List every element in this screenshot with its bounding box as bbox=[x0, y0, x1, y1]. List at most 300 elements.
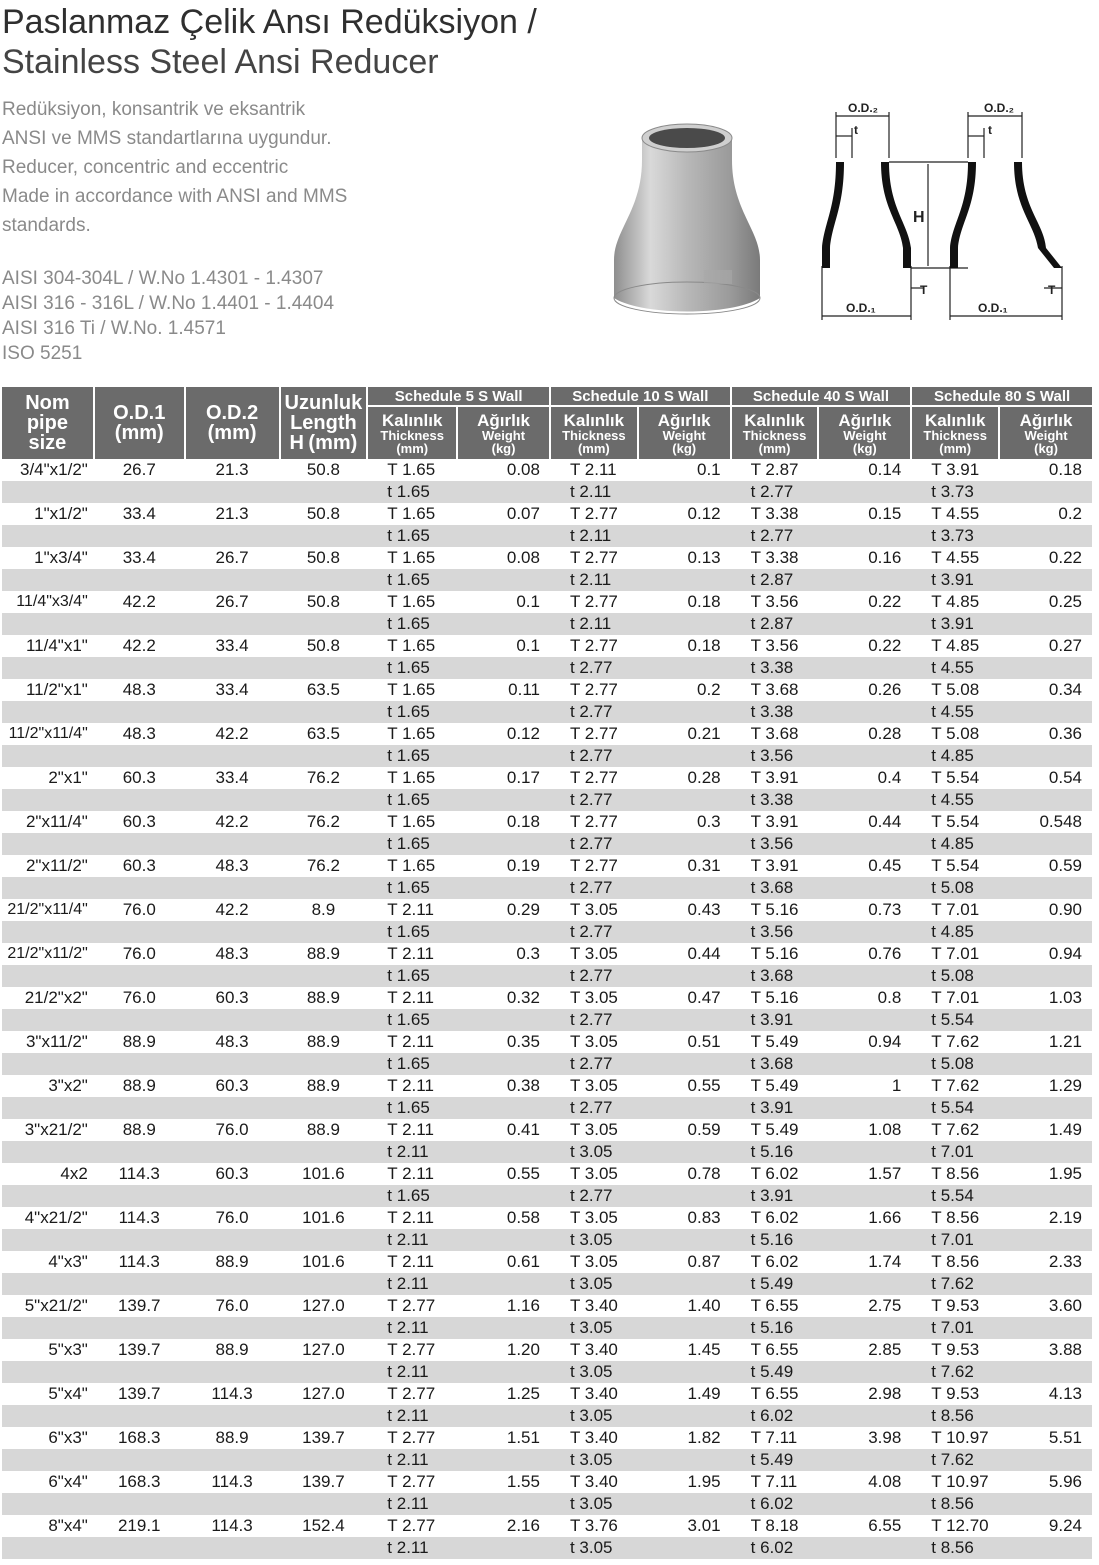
thickness-t-cell: t 3.05 bbox=[550, 1229, 638, 1251]
schedule-80s-header: Schedule 80 S Wall bbox=[911, 387, 1092, 406]
empty-cell bbox=[999, 1097, 1092, 1119]
thickness-t-cell: t 3.05 bbox=[550, 1273, 638, 1295]
empty-cell bbox=[280, 1273, 368, 1295]
table-row bbox=[2, 1405, 1092, 1427]
thickness-t-cell: t 4.85 bbox=[911, 833, 999, 855]
thickness-T-cell: T 2.77 bbox=[367, 1427, 457, 1449]
schedule-10s-header: Schedule 10 S Wall bbox=[550, 387, 731, 406]
description-line: Made in accordance with ANSI and MMS bbox=[2, 186, 348, 207]
empty-cell bbox=[94, 1405, 185, 1427]
weight-cell: 0.22 bbox=[818, 635, 911, 657]
thickness-t-cell: t 4.85 bbox=[911, 745, 999, 767]
od1-cell: 88.9 bbox=[94, 1119, 185, 1141]
empty-cell bbox=[638, 1097, 731, 1119]
t-big-label: T bbox=[1048, 283, 1056, 297]
length-cell: 101.6 bbox=[280, 1163, 368, 1185]
thickness-t-cell: t 8.56 bbox=[911, 1537, 999, 1559]
weight-cell: 0.54 bbox=[999, 767, 1092, 789]
empty-cell bbox=[280, 965, 368, 987]
weight-cell: 3.88 bbox=[999, 1339, 1092, 1361]
weight-cell: 1.49 bbox=[638, 1383, 731, 1405]
weight-cell: 0.22 bbox=[818, 591, 911, 613]
empty-cell bbox=[818, 1449, 911, 1471]
nom-size-cell: 5"x21/2" bbox=[2, 1295, 94, 1317]
od1-cell: 114.3 bbox=[94, 1163, 185, 1185]
od2-cell: 21.3 bbox=[185, 459, 280, 481]
empty-cell bbox=[2, 965, 94, 987]
weight-cell: 0.22 bbox=[999, 547, 1092, 569]
weight-cell: 0.21 bbox=[638, 723, 731, 745]
table-row bbox=[2, 1251, 1092, 1273]
length-cell: 88.9 bbox=[280, 1031, 368, 1053]
nom-size-cell: 21/2"x11/2" bbox=[2, 943, 94, 965]
empty-cell bbox=[185, 1405, 280, 1427]
empty-cell bbox=[94, 1009, 185, 1031]
table-row bbox=[2, 811, 1092, 833]
weight-cell: 0.27 bbox=[999, 635, 1092, 657]
empty-cell bbox=[999, 1537, 1092, 1559]
table-row bbox=[2, 921, 1092, 943]
weight-cell: 1.08 bbox=[818, 1119, 911, 1141]
thickness-t-cell: t 2.11 bbox=[367, 1141, 457, 1163]
length-cell: 8.9 bbox=[280, 899, 368, 921]
empty-cell bbox=[818, 789, 911, 811]
empty-cell bbox=[185, 525, 280, 547]
empty-cell bbox=[94, 569, 185, 591]
empty-cell bbox=[185, 1229, 280, 1251]
empty-cell bbox=[818, 833, 911, 855]
weight-header: Ağırlık Weight (kg) bbox=[457, 406, 550, 459]
weight-cell: 0.8 bbox=[818, 987, 911, 1009]
weight-cell: 0.11 bbox=[457, 679, 550, 701]
empty-cell bbox=[999, 745, 1092, 767]
empty-cell bbox=[94, 525, 185, 547]
thickness-t-cell: t 1.65 bbox=[367, 657, 457, 679]
thickness-T-cell: T 2.11 bbox=[367, 1163, 457, 1185]
thickness-t-cell: t 3.56 bbox=[731, 833, 819, 855]
length-cell: 101.6 bbox=[280, 1251, 368, 1273]
empty-cell bbox=[2, 1449, 94, 1471]
od1-cell: 168.3 bbox=[94, 1427, 185, 1449]
empty-cell bbox=[457, 1361, 550, 1383]
thickness-T-cell: T 5.54 bbox=[911, 855, 999, 877]
thickness-T-cell: T 7.01 bbox=[911, 987, 999, 1009]
weight-cell: 0.59 bbox=[638, 1119, 731, 1141]
empty-cell bbox=[638, 921, 731, 943]
thickness-T-cell: T 8.56 bbox=[911, 1207, 999, 1229]
thickness-t-cell: t 4.55 bbox=[911, 657, 999, 679]
empty-cell bbox=[638, 1449, 731, 1471]
empty-cell bbox=[638, 701, 731, 723]
weight-cell: 5.51 bbox=[999, 1427, 1092, 1449]
empty-cell bbox=[280, 1053, 368, 1075]
empty-cell bbox=[457, 1141, 550, 1163]
thickness-t-cell: t 5.49 bbox=[731, 1449, 819, 1471]
thickness-t-cell: t 3.91 bbox=[731, 1097, 819, 1119]
thickness-t-cell: t 1.65 bbox=[367, 921, 457, 943]
table-row bbox=[2, 1031, 1092, 1053]
thickness-t-cell: t 2.77 bbox=[550, 1185, 638, 1207]
thickness-t-cell: t 3.91 bbox=[731, 1009, 819, 1031]
weight-cell: 0.28 bbox=[638, 767, 731, 789]
thickness-t-cell: t 3.73 bbox=[911, 525, 999, 547]
empty-cell bbox=[94, 745, 185, 767]
od2-cell: 26.7 bbox=[185, 547, 280, 569]
table-row bbox=[2, 525, 1092, 547]
table-row bbox=[2, 1317, 1092, 1339]
weight-cell: 0.1 bbox=[638, 459, 731, 481]
thickness-t-cell: t 3.38 bbox=[731, 789, 819, 811]
empty-cell bbox=[94, 1493, 185, 1515]
weight-cell: 3.01 bbox=[638, 1515, 731, 1537]
thickness-t-cell: t 3.05 bbox=[550, 1361, 638, 1383]
thickness-t-cell: t 5.49 bbox=[731, 1273, 819, 1295]
thickness-T-cell: T 3.40 bbox=[550, 1295, 638, 1317]
od2-cell: 76.0 bbox=[185, 1207, 280, 1229]
thickness-T-cell: T 2.11 bbox=[367, 1031, 457, 1053]
thickness-T-cell: T 7.11 bbox=[731, 1471, 819, 1493]
thickness-t-cell: t 2.77 bbox=[550, 1009, 638, 1031]
empty-cell bbox=[280, 877, 368, 899]
empty-cell bbox=[999, 1405, 1092, 1427]
weight-cell: 0.07 bbox=[457, 503, 550, 525]
weight-cell: 1 bbox=[818, 1075, 911, 1097]
thickness-T-cell: T 7.01 bbox=[911, 943, 999, 965]
weight-cell: 2.33 bbox=[999, 1251, 1092, 1273]
od1-cell: 33.4 bbox=[94, 547, 185, 569]
thickness-t-cell: t 1.65 bbox=[367, 613, 457, 635]
thickness-t-cell: t 5.16 bbox=[731, 1141, 819, 1163]
empty-cell bbox=[2, 1097, 94, 1119]
thickness-t-cell: t 1.65 bbox=[367, 833, 457, 855]
schedule-5s-header: Schedule 5 S Wall bbox=[367, 387, 550, 406]
thickness-T-cell: T 2.77 bbox=[367, 1383, 457, 1405]
weight-cell: 1.57 bbox=[818, 1163, 911, 1185]
od2-header: O.D.2 (mm) bbox=[185, 387, 280, 459]
thickness-t-cell: t 1.65 bbox=[367, 1097, 457, 1119]
od1-cell: 76.0 bbox=[94, 987, 185, 1009]
weight-cell: 1.95 bbox=[999, 1163, 1092, 1185]
thickness-t-cell: t 5.16 bbox=[731, 1229, 819, 1251]
od2-cell: 42.2 bbox=[185, 811, 280, 833]
nom-size-cell: 21/2"x11/4" bbox=[2, 899, 94, 921]
description-line: ANSI ve MMS standartlarına uygundur. bbox=[2, 128, 332, 149]
weight-cell: 0.18 bbox=[457, 811, 550, 833]
empty-cell bbox=[457, 569, 550, 591]
length-cell: 139.7 bbox=[280, 1427, 368, 1449]
empty-cell bbox=[999, 481, 1092, 503]
thickness-t-cell: t 3.05 bbox=[550, 1317, 638, 1339]
length-cell: 76.2 bbox=[280, 811, 368, 833]
thickness-T-cell: T 6.55 bbox=[731, 1383, 819, 1405]
od2-cell: 76.0 bbox=[185, 1119, 280, 1141]
empty-cell bbox=[2, 1273, 94, 1295]
table-row bbox=[2, 459, 1092, 481]
thickness-T-cell: T 4.85 bbox=[911, 591, 999, 613]
t-small-label: t bbox=[854, 123, 858, 137]
empty-cell bbox=[280, 1097, 368, 1119]
thickness-t-cell: t 2.87 bbox=[731, 569, 819, 591]
empty-cell bbox=[818, 1493, 911, 1515]
thickness-t-cell: t 8.56 bbox=[911, 1493, 999, 1515]
weight-header: Ağırlık Weight (kg) bbox=[999, 406, 1092, 459]
thickness-t-cell: t 3.05 bbox=[550, 1493, 638, 1515]
empty-cell bbox=[94, 1449, 185, 1471]
weight-cell: 0.29 bbox=[457, 899, 550, 921]
nom-size-cell: 2"x11/2" bbox=[2, 855, 94, 877]
thickness-T-cell: T 6.02 bbox=[731, 1207, 819, 1229]
empty-cell bbox=[2, 833, 94, 855]
thickness-t-cell: t 3.56 bbox=[731, 745, 819, 767]
length-cell: 88.9 bbox=[280, 1119, 368, 1141]
empty-cell bbox=[280, 569, 368, 591]
empty-cell bbox=[638, 525, 731, 547]
t-big-label: T bbox=[920, 283, 928, 297]
grade-line: AISI 316 Ti / W.No. 1.4571 bbox=[2, 318, 226, 339]
thickness-T-cell: T 2.11 bbox=[367, 1207, 457, 1229]
empty-cell bbox=[280, 1009, 368, 1031]
table-row bbox=[2, 1053, 1092, 1075]
thickness-T-cell: T 1.65 bbox=[367, 635, 457, 657]
thickness-t-cell: t 2.87 bbox=[731, 613, 819, 635]
weight-cell: 0.3 bbox=[638, 811, 731, 833]
reducer-photo bbox=[612, 120, 762, 315]
thickness-t-cell: t 4.55 bbox=[911, 701, 999, 723]
od2-cell: 48.3 bbox=[185, 1031, 280, 1053]
nom-size-cell: 3"x11/2" bbox=[2, 1031, 94, 1053]
reducer-technical-drawing bbox=[816, 98, 1072, 330]
empty-cell bbox=[999, 701, 1092, 723]
thickness-T-cell: T 3.38 bbox=[731, 503, 819, 525]
grade-line: AISI 316 - 316L / W.No 1.4401 - 1.4404 bbox=[2, 293, 335, 314]
weight-cell: 4.08 bbox=[818, 1471, 911, 1493]
empty-cell bbox=[818, 1317, 911, 1339]
material-grades bbox=[2, 266, 334, 366]
weight-cell: 0.17 bbox=[457, 767, 550, 789]
empty-cell bbox=[999, 1493, 1092, 1515]
od1-cell: 88.9 bbox=[94, 1075, 185, 1097]
od2-cell: 88.9 bbox=[185, 1251, 280, 1273]
empty-cell bbox=[185, 1097, 280, 1119]
empty-cell bbox=[999, 1273, 1092, 1295]
weight-cell: 0.34 bbox=[999, 679, 1092, 701]
empty-cell bbox=[280, 613, 368, 635]
empty-cell bbox=[457, 1405, 550, 1427]
empty-cell bbox=[818, 569, 911, 591]
od1-cell: 139.7 bbox=[94, 1295, 185, 1317]
thickness-T-cell: T 3.91 bbox=[731, 811, 819, 833]
empty-cell bbox=[2, 1493, 94, 1515]
thickness-t-cell: t 1.65 bbox=[367, 965, 457, 987]
empty-cell bbox=[457, 1097, 550, 1119]
thickness-t-cell: t 7.01 bbox=[911, 1141, 999, 1163]
empty-cell bbox=[280, 1361, 368, 1383]
od1-cell: 219.1 bbox=[94, 1515, 185, 1537]
empty-cell bbox=[818, 525, 911, 547]
empty-cell bbox=[94, 1273, 185, 1295]
nom-size-cell: 4"x3" bbox=[2, 1251, 94, 1273]
empty-cell bbox=[999, 1009, 1092, 1031]
empty-cell bbox=[2, 1141, 94, 1163]
empty-cell bbox=[818, 1185, 911, 1207]
empty-cell bbox=[280, 789, 368, 811]
table-row bbox=[2, 723, 1092, 745]
empty-cell bbox=[457, 525, 550, 547]
thickness-t-cell: t 5.08 bbox=[911, 877, 999, 899]
thickness-T-cell: T 1.65 bbox=[367, 811, 457, 833]
weight-header: Ağırlık Weight (kg) bbox=[818, 406, 911, 459]
empty-cell bbox=[457, 745, 550, 767]
thickness-t-cell: t 2.77 bbox=[550, 833, 638, 855]
empty-cell bbox=[2, 1537, 94, 1559]
empty-cell bbox=[457, 833, 550, 855]
weight-cell: 2.19 bbox=[999, 1207, 1092, 1229]
thickness-T-cell: T 3.40 bbox=[550, 1427, 638, 1449]
table-row bbox=[2, 1075, 1092, 1097]
thickness-T-cell: T 6.02 bbox=[731, 1163, 819, 1185]
thickness-t-cell: t 2.11 bbox=[367, 1493, 457, 1515]
thickness-T-cell: T 1.65 bbox=[367, 723, 457, 745]
thickness-T-cell: T 3.91 bbox=[731, 855, 819, 877]
page-title bbox=[2, 2, 537, 82]
empty-cell bbox=[280, 1317, 368, 1339]
empty-cell bbox=[2, 1229, 94, 1251]
thickness-T-cell: T 5.08 bbox=[911, 679, 999, 701]
weight-cell: 9.24 bbox=[999, 1515, 1092, 1537]
thickness-T-cell: T 2.11 bbox=[367, 1251, 457, 1273]
empty-cell bbox=[638, 1493, 731, 1515]
nom-size-cell: 11/2"x1" bbox=[2, 679, 94, 701]
weight-cell: 0.2 bbox=[638, 679, 731, 701]
empty-cell bbox=[999, 789, 1092, 811]
weight-cell: 0.45 bbox=[818, 855, 911, 877]
empty-cell bbox=[2, 877, 94, 899]
thickness-T-cell: T 5.16 bbox=[731, 943, 819, 965]
empty-cell bbox=[185, 921, 280, 943]
weight-cell: 0.78 bbox=[638, 1163, 731, 1185]
thickness-t-cell: t 2.77 bbox=[550, 789, 638, 811]
nom-size-cell: 1"x3/4" bbox=[2, 547, 94, 569]
table-row bbox=[2, 1361, 1092, 1383]
weight-cell: 0.1 bbox=[457, 591, 550, 613]
thickness-T-cell: T 3.05 bbox=[550, 1251, 638, 1273]
od1-cell: 33.4 bbox=[94, 503, 185, 525]
thickness-t-cell: t 6.02 bbox=[731, 1493, 819, 1515]
weight-cell: 1.51 bbox=[457, 1427, 550, 1449]
thickness-T-cell: T 2.11 bbox=[367, 987, 457, 1009]
od1-cell: 114.3 bbox=[94, 1251, 185, 1273]
thickness-t-cell: t 7.62 bbox=[911, 1361, 999, 1383]
thickness-T-cell: T 6.55 bbox=[731, 1339, 819, 1361]
weight-cell: 0.16 bbox=[818, 547, 911, 569]
thickness-T-cell: T 2.77 bbox=[550, 635, 638, 657]
weight-cell: 1.16 bbox=[457, 1295, 550, 1317]
empty-cell bbox=[2, 1317, 94, 1339]
thickness-T-cell: T 7.62 bbox=[911, 1119, 999, 1141]
weight-cell: 0.3 bbox=[457, 943, 550, 965]
empty-cell bbox=[280, 1537, 368, 1559]
thickness-T-cell: T 4.85 bbox=[911, 635, 999, 657]
empty-cell bbox=[999, 965, 1092, 987]
weight-cell: 3.98 bbox=[818, 1427, 911, 1449]
weight-cell: 0.2 bbox=[999, 503, 1092, 525]
empty-cell bbox=[818, 613, 911, 635]
thickness-T-cell: T 2.87 bbox=[731, 459, 819, 481]
empty-cell bbox=[818, 1361, 911, 1383]
empty-cell bbox=[638, 1537, 731, 1559]
weight-cell: 0.1 bbox=[457, 635, 550, 657]
empty-cell bbox=[818, 1229, 911, 1251]
thickness-T-cell: T 9.53 bbox=[911, 1339, 999, 1361]
table-row bbox=[2, 1493, 1092, 1515]
thickness-t-cell: t 1.65 bbox=[367, 1053, 457, 1075]
thickness-t-cell: t 2.11 bbox=[550, 481, 638, 503]
thickness-t-cell: t 1.65 bbox=[367, 701, 457, 723]
empty-cell bbox=[185, 1141, 280, 1163]
empty-cell bbox=[2, 1053, 94, 1075]
empty-cell bbox=[638, 833, 731, 855]
thickness-t-cell: t 3.91 bbox=[911, 613, 999, 635]
product-description bbox=[2, 95, 422, 240]
thickness-t-cell: t 5.08 bbox=[911, 1053, 999, 1075]
thickness-T-cell: T 2.11 bbox=[550, 459, 638, 481]
empty-cell bbox=[185, 1449, 280, 1471]
empty-cell bbox=[2, 613, 94, 635]
thickness-T-cell: T 1.65 bbox=[367, 855, 457, 877]
weight-cell: 0.59 bbox=[999, 855, 1092, 877]
empty-cell bbox=[185, 1185, 280, 1207]
weight-cell: 0.76 bbox=[818, 943, 911, 965]
thickness-T-cell: T 2.77 bbox=[367, 1339, 457, 1361]
empty-cell bbox=[818, 1009, 911, 1031]
empty-cell bbox=[280, 657, 368, 679]
od1-cell: 26.7 bbox=[94, 459, 185, 481]
empty-cell bbox=[457, 613, 550, 635]
thickness-t-cell: t 5.54 bbox=[911, 1009, 999, 1031]
nom-size-cell: 6"x3" bbox=[2, 1427, 94, 1449]
empty-cell bbox=[457, 1229, 550, 1251]
thickness-T-cell: T 2.11 bbox=[367, 1075, 457, 1097]
weight-cell: 1.40 bbox=[638, 1295, 731, 1317]
t-small-label: t bbox=[988, 123, 992, 137]
empty-cell bbox=[638, 1009, 731, 1031]
empty-cell bbox=[280, 1405, 368, 1427]
table-row bbox=[2, 899, 1092, 921]
thickness-T-cell: T 3.91 bbox=[731, 767, 819, 789]
thickness-T-cell: T 2.11 bbox=[367, 943, 457, 965]
weight-cell: 0.26 bbox=[818, 679, 911, 701]
thickness-T-cell: T 2.77 bbox=[550, 855, 638, 877]
thickness-t-cell: t 2.11 bbox=[367, 1405, 457, 1427]
od2-cell: 60.3 bbox=[185, 1075, 280, 1097]
thickness-header: Kalınlık Thickness (mm) bbox=[367, 406, 457, 459]
weight-cell: 1.74 bbox=[818, 1251, 911, 1273]
table-row bbox=[2, 877, 1092, 899]
table-row bbox=[2, 1383, 1092, 1405]
od2-cell: 114.3 bbox=[185, 1383, 280, 1405]
weight-cell: 1.21 bbox=[999, 1031, 1092, 1053]
thickness-T-cell: T 8.18 bbox=[731, 1515, 819, 1537]
table-row bbox=[2, 855, 1092, 877]
length-cell: 101.6 bbox=[280, 1207, 368, 1229]
thickness-t-cell: t 3.68 bbox=[731, 965, 819, 987]
empty-cell bbox=[457, 1317, 550, 1339]
table-row bbox=[2, 1207, 1092, 1229]
table-row bbox=[2, 1163, 1092, 1185]
spec-table-body bbox=[2, 459, 1092, 1559]
empty-cell bbox=[185, 701, 280, 723]
od2-cell: 76.0 bbox=[185, 1295, 280, 1317]
